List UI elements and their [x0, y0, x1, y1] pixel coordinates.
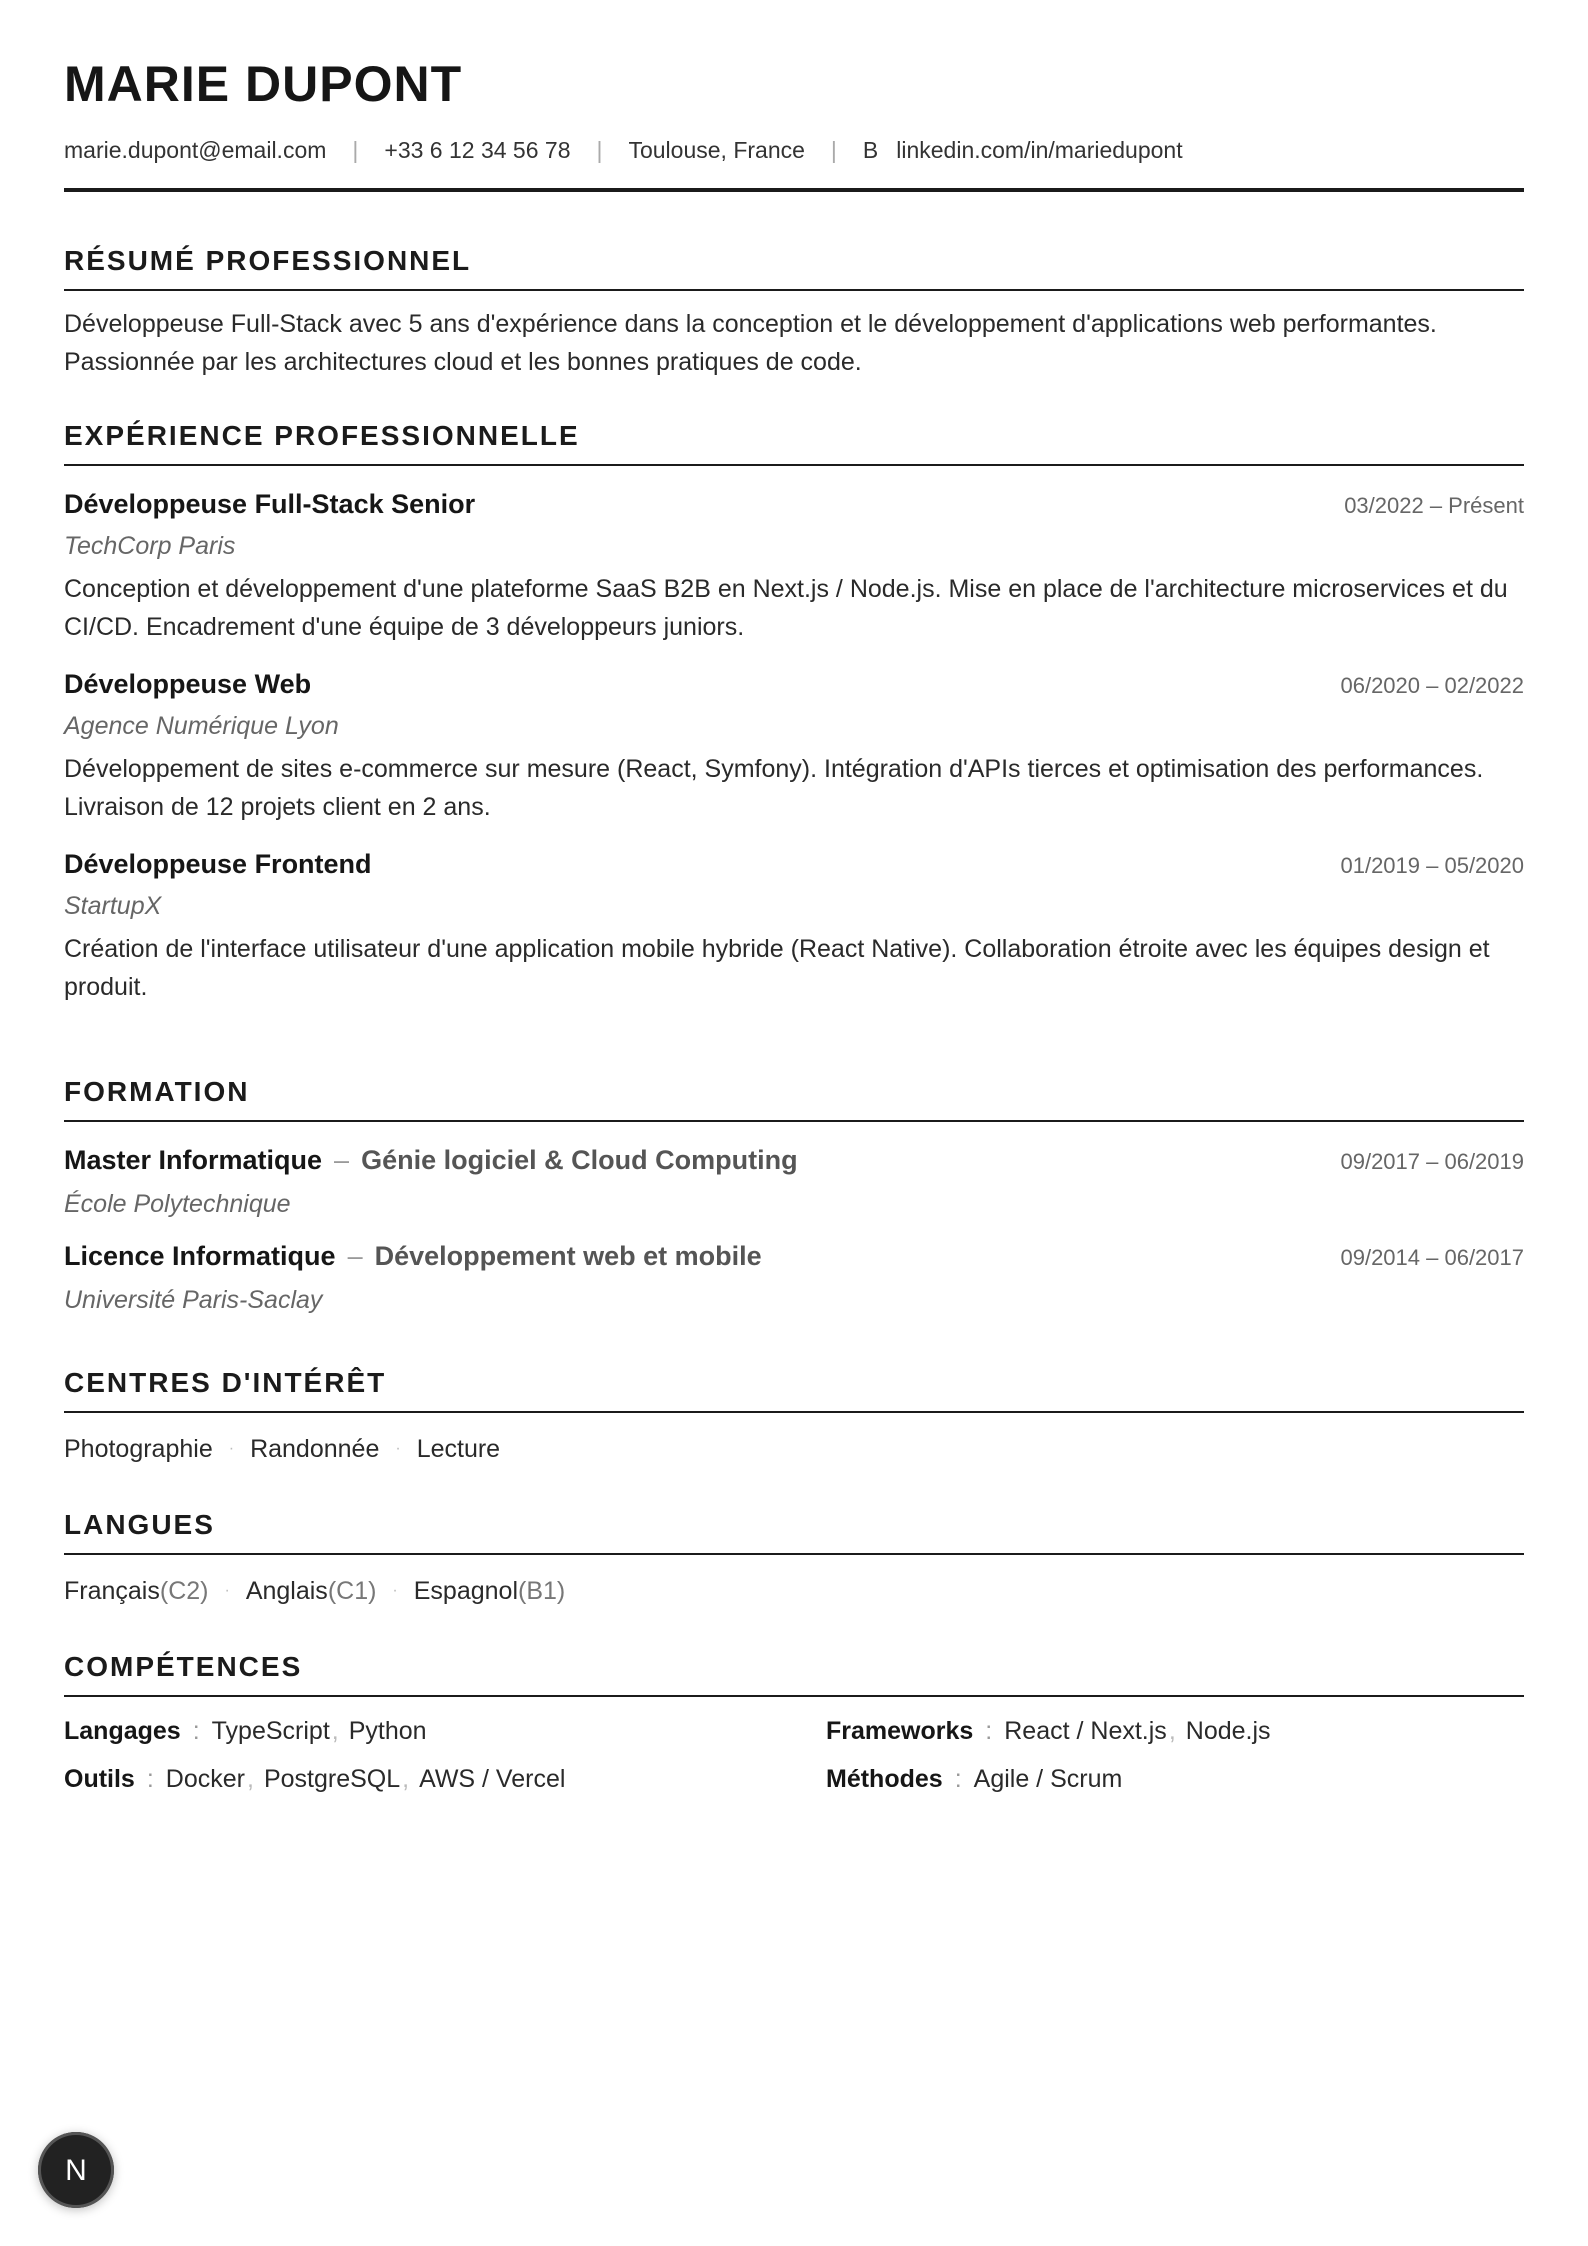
degree-specialty: Génie logiciel & Cloud Computing: [361, 1145, 798, 1175]
languages-list: [64, 1573, 1524, 1609]
education-entry: [64, 1142, 1524, 1222]
section-heading: EXPÉRIENCE PROFESSIONNELLE: [64, 420, 580, 451]
education-entry: [64, 1238, 1524, 1318]
contact-line: [64, 134, 1524, 166]
skill-colon: :: [954, 1765, 962, 1793]
skill-item: AWS / Vercel: [419, 1765, 566, 1793]
job-description: Conception et développement d'une plateforme SaaS B2B en Next.js / Node.js. Mise en place de l'architecture microservices et du CI/CD. Encadrement d'une équipe de 3 développeurs juniors.: [64, 575, 1508, 641]
language-level: (B1): [518, 1577, 566, 1605]
list-dot: ·: [224, 1582, 230, 1599]
job-company: TechCorp Paris: [64, 532, 236, 560]
school-name: Université Paris-Saclay: [64, 1286, 323, 1314]
list-dot: ·: [395, 1440, 401, 1457]
skill-category: Langages: [64, 1717, 181, 1745]
interest-item: Randonnée: [250, 1435, 380, 1463]
skill-group: [64, 1713, 826, 1749]
language-name: Anglais: [245, 1577, 328, 1605]
skill-category: Méthodes: [826, 1765, 943, 1793]
language-name: Français: [64, 1577, 160, 1605]
section-interests: [64, 1365, 1524, 1467]
contact-separator: |: [352, 137, 359, 163]
section-heading: FORMATION: [64, 1076, 250, 1107]
section-heading: COMPÉTENCES: [64, 1651, 303, 1682]
section-heading: CENTRES D'INTÉRÊT: [64, 1367, 387, 1398]
section-divider: [64, 464, 1524, 466]
contact-separator: |: [596, 137, 603, 163]
job-dates: 06/2020 – 02/2022: [1340, 673, 1524, 698]
section-languages: [64, 1507, 1524, 1609]
candidate-name: MARIE DUPONT: [64, 56, 463, 112]
nextjs-n-glyph: [54, 2148, 98, 2192]
job-title: Développeuse Web: [64, 669, 312, 699]
skill-item: React / Next.js: [1004, 1717, 1167, 1745]
list-dot: ·: [228, 1440, 235, 1457]
degree-dash: –: [347, 1241, 363, 1271]
skill-group: [64, 1761, 826, 1797]
degree-name: Master Informatique: [64, 1145, 323, 1175]
skill-group: [826, 1713, 1524, 1749]
skill-item: Node.js: [1185, 1717, 1271, 1745]
skill-item: PostgreSQL: [263, 1765, 401, 1793]
section-divider: [64, 1411, 1524, 1413]
section-divider: [64, 1553, 1524, 1555]
job-dates: 01/2019 – 05/2020: [1340, 853, 1524, 878]
job-title: Développeuse Full-Stack Senior: [64, 489, 476, 519]
language-item: [414, 1573, 565, 1609]
section-skills: [64, 1649, 1524, 1797]
skill-comma: ,: [402, 1765, 410, 1793]
section-heading: RÉSUMÉ PROFESSIONNEL: [64, 245, 472, 276]
section-divider: [64, 1695, 1524, 1697]
contact-email[interactable]: marie.dupont@email.com: [64, 137, 327, 163]
skill-item: Python: [348, 1717, 427, 1745]
education-dates: 09/2014 – 06/2017: [1340, 1245, 1524, 1270]
skill-colon: :: [192, 1717, 200, 1745]
interest-item: Lecture: [416, 1435, 501, 1463]
linkedin-icon: B: [862, 137, 879, 163]
contact-location: Toulouse, France: [628, 137, 805, 163]
skill-comma: ,: [246, 1765, 254, 1793]
contact-separator: |: [830, 137, 837, 163]
education-dates: 09/2017 – 06/2019: [1340, 1149, 1524, 1174]
skill-comma: ,: [1168, 1717, 1176, 1745]
skill-category: Outils: [64, 1765, 135, 1793]
skill-category: Frameworks: [826, 1717, 974, 1745]
interests-list: [64, 1431, 1524, 1467]
school-name: École Polytechnique: [64, 1190, 291, 1218]
contact-linkedin[interactable]: linkedin.com/in/mariedupont: [896, 137, 1183, 163]
contact-phone[interactable]: +33 6 12 34 56 78: [384, 137, 571, 163]
job-entry: [64, 666, 1524, 826]
resume-page: [64, 0, 1524, 1793]
section-experience: [64, 418, 1524, 1006]
skill-group: [826, 1761, 1524, 1797]
badge-letter: N: [65, 2154, 87, 2187]
language-item: [246, 1573, 377, 1609]
job-entry: [64, 486, 1524, 646]
nextjs-logo-icon[interactable]: [38, 2132, 114, 2208]
section-resume: [64, 243, 1524, 381]
skill-colon: :: [985, 1717, 993, 1745]
section-heading: LANGUES: [64, 1509, 215, 1540]
job-company: StartupX: [64, 892, 162, 920]
skill-colon: :: [146, 1765, 154, 1793]
job-description: Création de l'interface utilisateur d'une application mobile hybride (React Native). Collaboration étroite avec les équipes design et produit.: [64, 935, 1490, 1001]
language-level: (C2): [159, 1577, 209, 1605]
header-divider: [64, 188, 1524, 192]
list-dot: ·: [392, 1582, 398, 1599]
skill-item: TypeScript: [211, 1717, 330, 1745]
language-name: Espagnol: [413, 1577, 518, 1605]
job-title: Développeuse Frontend: [64, 849, 372, 879]
resume-text: Développeuse Full-Stack avec 5 ans d'expérience dans la conception et le développement d'applications web performantes. Passionnée par les architectures cloud et les bonnes pratiques de code.: [64, 310, 1437, 376]
skill-comma: ,: [331, 1717, 339, 1745]
language-level: (C1): [327, 1577, 377, 1605]
language-item: [64, 1573, 208, 1609]
section-divider: [64, 289, 1524, 291]
skill-item: Docker: [165, 1765, 245, 1793]
interest-item: Photographie: [64, 1435, 213, 1463]
degree-name: Licence Informatique: [64, 1241, 336, 1271]
section-formation: [64, 1074, 1524, 1318]
job-dates: 03/2022 – Présent: [1344, 493, 1524, 518]
job-company: Agence Numérique Lyon: [64, 712, 339, 740]
degree-specialty: Développement web et mobile: [374, 1241, 762, 1271]
section-divider: [64, 1120, 1524, 1122]
skill-item: Agile / Scrum: [973, 1765, 1123, 1793]
skills-grid: [64, 1713, 1524, 1797]
job-description: Développement de sites e-commerce sur mesure (React, Symfony). Intégration d'APIs tierces et optimisation des performances. Livraison de 12 projets client en 2 ans.: [64, 755, 1484, 821]
job-entry: [64, 846, 1524, 1006]
degree-dash: –: [334, 1145, 350, 1175]
